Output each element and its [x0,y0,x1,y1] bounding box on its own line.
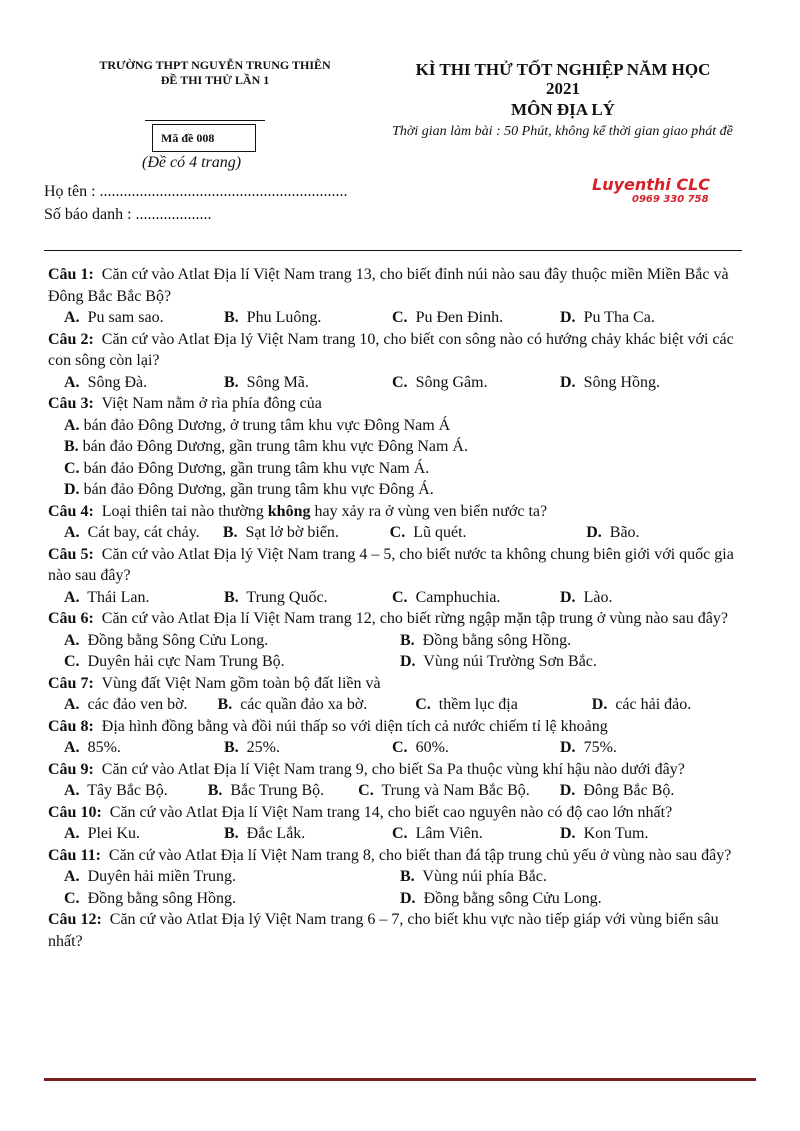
footer-rule [44,1078,756,1081]
question-number: Câu 12: [48,911,102,928]
divider [145,120,265,121]
question-number: Câu 3: [48,395,94,412]
question-text: Căn cứ vào Atlat Địa lí Việt Nam trang 14, cho biết cao nguyên nào có độ cao lớn nhất? [109,803,673,821]
question-number: Câu 6: [48,610,94,627]
brand-phone: 0969 330 758 [632,194,709,205]
option-d: D. các hải đảo. [591,696,692,713]
brand-name: Luyenthi CLC [592,175,711,194]
option-b: B. Phu Luông. [224,309,322,326]
option-c: C. Trung và Nam Bắc Bộ. [358,782,530,799]
option-d: D. Sông Hồng. [560,373,661,391]
option-a: A. Duyên hải miền Trung. [64,868,237,885]
option-d: D. Lào. [560,588,613,606]
option-c: C. Camphuchia. [392,588,501,606]
question-number: Câu 9: [48,760,94,778]
question-9 [48,759,753,802]
question-8 [48,716,753,759]
question-6 [48,608,753,673]
option-b: B. Đắc Lắk. [224,825,306,842]
option-a: A. Plei Ku. [64,825,141,842]
question-number: Câu 1: [48,266,94,283]
question-12 [48,909,753,952]
emphasis: không [267,502,311,520]
exam-title: KÌ THI THỬ TỐT NGHIỆP NĂM HỌC [415,60,711,79]
subject-title: MÔN ĐỊA LÝ [511,100,615,119]
brand-watermark [592,176,742,206]
question-number: Câu 10: [48,803,102,821]
question-text: Loại thiên tai nào thường không hay xảy ra ở vùng ven biển nước ta? [101,502,548,520]
question-text: Căn cứ vào Atlat Địa lý Việt Nam trang 10, cho biết con sông nào có hướng chảy khác biệt với các con sông còn lại? [48,330,734,369]
option-b: B. Đồng bằng sông Hồng. [400,631,572,649]
option-d: D. Kon Tum. [560,825,649,842]
question-list [48,264,753,952]
school-name: TRƯỜNG THPT NGUYỄN TRUNG THIÊN [99,58,331,72]
question-number: Câu 4: [48,502,94,520]
question-11 [48,845,753,910]
option-c: C. bán đảo Đông Dương, gần trung tâm khu vực Nam Á. [64,459,430,477]
question-text: Căn cứ vào Atlat Địa lí Việt Nam trang 13, cho biết đỉnh núi nào sau đây thuộc miền Miền Bắc và Đông Bắc Bắc Bộ? [48,266,729,305]
option-d: D. bán đảo Đông Dương, gần trung tâm khu vực Đông Á. [64,481,434,498]
option-d: D. Pu Tha Ca. [560,309,655,326]
exam-code-box: Mã đề 008 [152,124,256,152]
question-number: Câu 7: [48,674,94,692]
option-a: A. Sông Đà. [64,373,148,391]
header-separator [44,250,742,251]
exam-header [0,58,800,238]
option-a: A. Tây Bắc Bộ. [64,782,168,799]
candidate-id-field: Số báo danh : ................... [44,206,212,223]
question-1 [48,264,753,329]
option-a: A. Pu sam sao. [64,309,164,326]
option-b: B. Sạt lở bờ biển. [222,524,339,541]
option-a: A. Đồng bằng Sông Cửu Long. [64,631,269,649]
option-c: C. Sông Gâm. [392,373,488,391]
question-text: Căn cứ vào Atlat Địa lí Việt Nam trang 12, cho biết rừng ngập mặn tập trung ở vùng nào sau đây? [101,610,728,627]
question-number: Câu 8: [48,717,94,735]
name-field: Họ tên : .............................................................. [44,183,348,200]
page-count: (Đề có 4 trang) [142,154,242,171]
question-4 [48,501,753,544]
option-b: B. Vùng núi phía Bắc. [400,868,547,885]
option-c: C. Pu Đen Đinh. [392,309,504,326]
question-5 [48,544,753,609]
question-number: Câu 11: [48,846,101,864]
question-text: Căn cứ vào Atlat Địa lí Việt Nam trang 8, cho biết than đá tập trung chủ yếu ở vùng nào sau đây? [108,846,732,864]
option-d: D. 75%. [560,739,617,756]
option-b: B. Bắc Trung Bộ. [207,782,325,799]
option-b: B. bán đảo Đông Dương, gần trung tâm khu vực Đông Nam Á. [64,438,468,455]
question-text: Địa hình đồng bằng và đồi núi thấp so với diện tích cả nước chiếm tỉ lệ khoảng [101,717,608,735]
option-b: B. 25%. [224,739,280,756]
option-b: B. Sông Mã. [224,373,309,391]
question-number: Câu 2: [48,330,94,348]
option-a: A. Cát bay, cát chảy. [64,524,200,541]
option-b: B. các quần đảo xa bờ. [217,696,368,713]
question-text: Căn cứ vào Atlat Địa lí Việt Nam trang 9, cho biết Sa Pa thuộc vùng khí hậu nào dưới đây? [101,760,685,778]
option-a: A. Thái Lan. [64,588,150,606]
option-a: A. các đảo ven bờ. [64,696,188,713]
option-c: C. Duyên hải cực Nam Trung Bộ. [64,653,285,670]
option-d: D. Đồng bằng sông Cửu Long. [400,889,602,907]
question-text: Căn cứ vào Atlat Địa lý Việt Nam trang 4 – 5, cho biết nước ta không chung biên giới với quốc gia nào sau đây? [48,545,734,584]
option-d: D. Bão. [586,524,640,541]
option-c: C. 60%. [392,739,449,756]
question-3 [48,393,753,501]
question-2 [48,329,753,394]
option-c: C. Lũ quét. [389,524,467,541]
option-d: D. Vùng núi Trường Sơn Bắc. [400,653,597,670]
exam-year: 2021 [546,79,580,98]
option-a: A. bán đảo Đông Dương, ở trung tâm khu vực Đông Nam Á [64,416,451,434]
question-text: Vùng đất Việt Nam gồm toàn bộ đất liền và [101,674,381,692]
question-text: Căn cứ vào Atlat Địa lý Việt Nam trang 6 – 7, cho biết khu vực nào tiếp giáp với vùng biển sâu nhất? [48,911,719,950]
question-7 [48,673,753,716]
option-c: C. thềm lục địa [415,696,518,713]
option-c: C. Lâm Viên. [392,825,483,842]
question-10 [48,802,753,845]
attempt-label: ĐỀ THI THỬ LẦN 1 [160,73,270,87]
question-number: Câu 5: [48,545,94,563]
option-b: B. Trung Quốc. [224,588,328,606]
question-text: Việt Nam nằm ở rìa phía đông của [101,395,322,412]
option-d: D. Đông Bắc Bộ. [559,782,675,799]
time-note: Thời gian làm bài : 50 Phút, không kể thời gian giao phát đề [392,124,733,139]
option-a: A. 85%. [64,739,121,756]
option-c: C. Đồng bằng sông Hồng. [64,889,236,907]
